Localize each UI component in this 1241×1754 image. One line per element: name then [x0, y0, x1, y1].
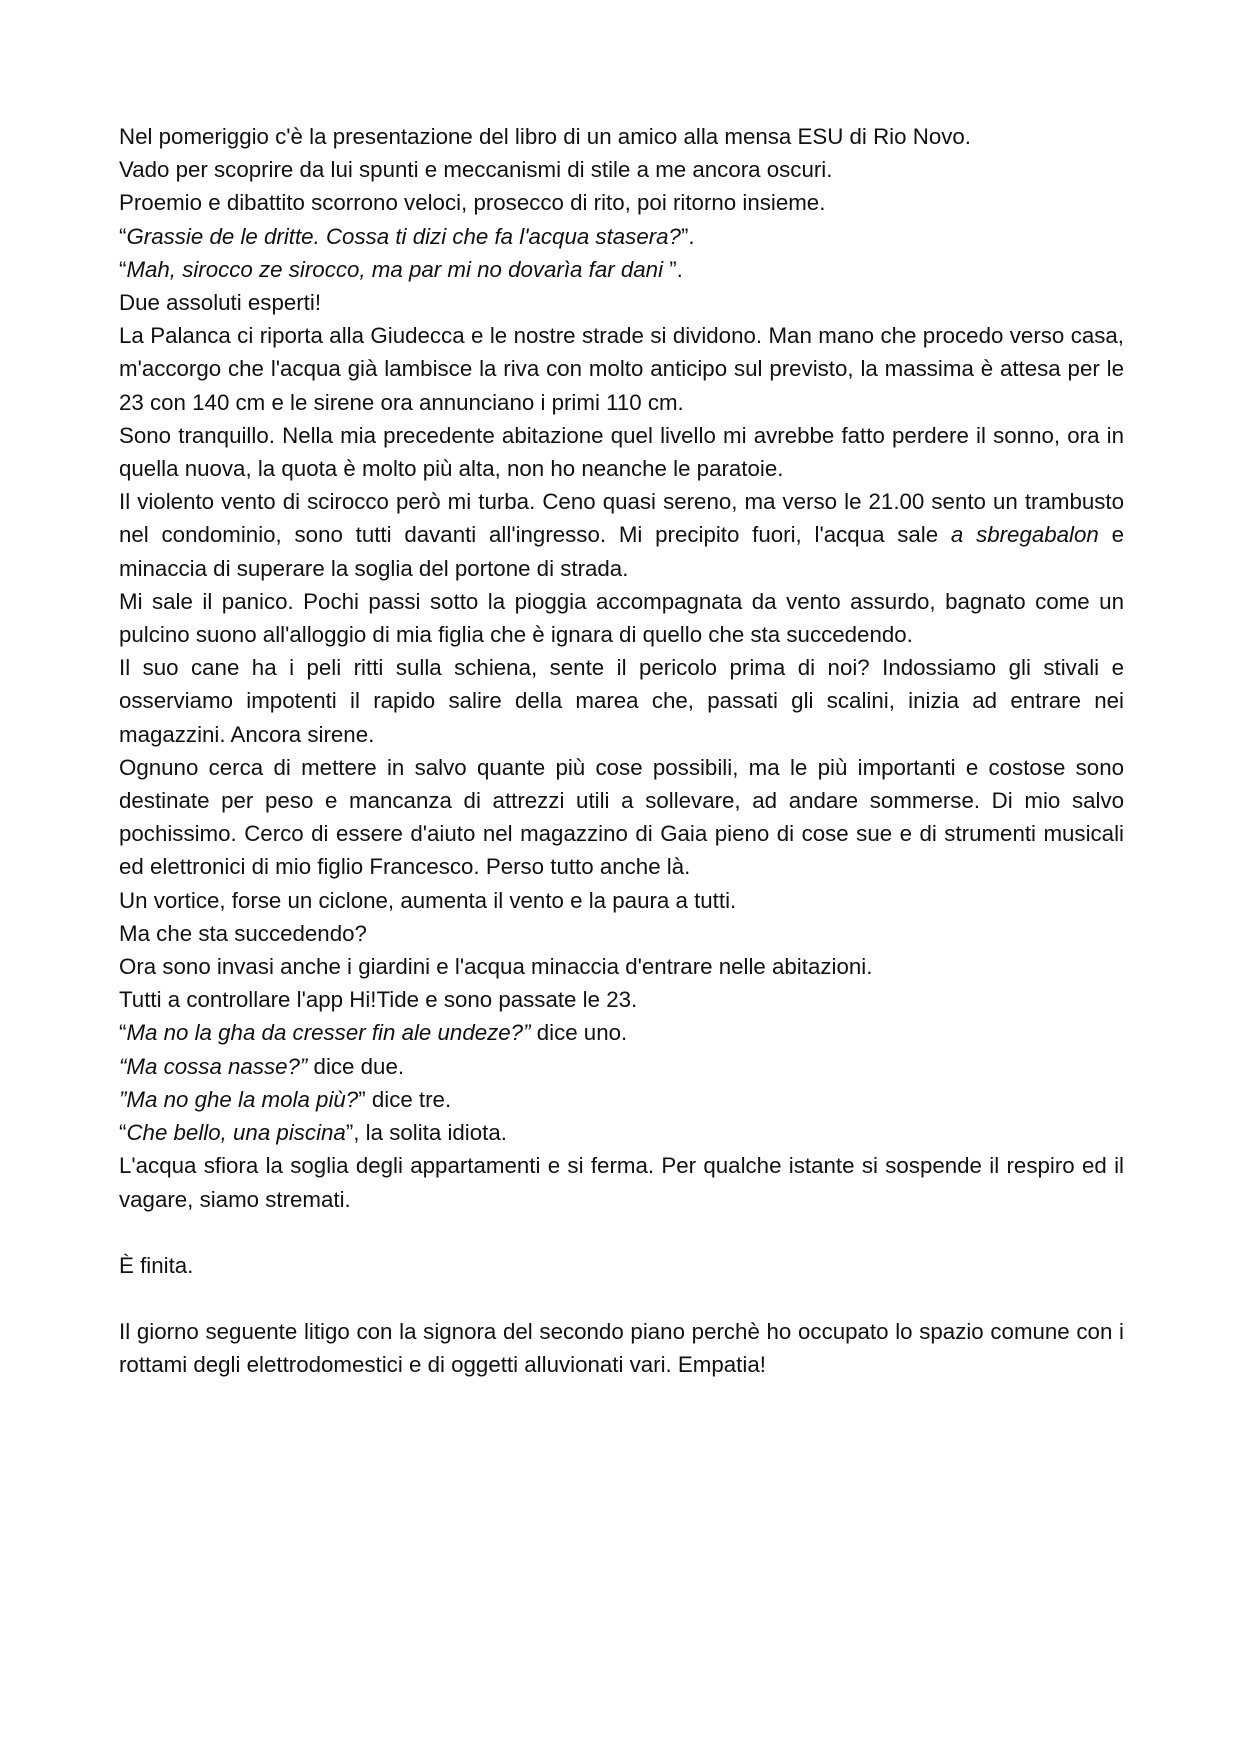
- paragraph-8: Sono tranquillo. Nella mia precedente abitazione quel livello mi avrebbe fatto perdere il sonno, ora in quella nuova, la quota è molto più alta, non ho neanche le paratoie.: [119, 422, 1124, 482]
- open-quote: “: [119, 1120, 127, 1146]
- dialect-quote: Mah, sirocco ze sirocco, ma par mi no dovarìa far dani: [126, 256, 664, 282]
- paragraph-12: Ognuno cerca di mettere in salvo quante più cose possibili, ma le più importanti e costose sono destinate per peso e mancanza di attrezzi utili a sollevare, ad andare sommerse. Di mio salvo pochissimo. Cerco di essere d'aiuto nel magazzino di Gaia pieno di cose sue e di strumenti musicali ed elettronici di mio figlio Francesco. Perso tutto anche là.: [119, 754, 1124, 880]
- dialect-quote: Che bello, una piscina: [126, 1120, 346, 1146]
- paragraph-6: Due assoluti esperti!: [119, 290, 322, 316]
- speaker-tag: ”, la solita idiota.: [345, 1120, 507, 1146]
- paragraph-11: Il suo cane ha i peli ritti sulla schiena, sente il pericolo prima di noi? Indossiamo gli stivali e osserviamo impotenti il rapido salire della marea che, passati gli scalini, inizia ad entrare nei magazzini. Ancora sirene.: [119, 655, 1124, 747]
- dialogue-line-2: [119, 253, 1124, 286]
- paragraph-23: Il giorno seguente litigo con la signora del secondo piano perchè ho occupato lo spazio comune con i rottami degli elettrodomestici e di oggetti alluvionati vari. Empatia!: [119, 1319, 1124, 1378]
- dialogue-line-1: [119, 220, 1124, 253]
- speaker-tag: ” dice tre.: [358, 1086, 452, 1112]
- paragraph-7: La Palanca ci riporta alla Giudecca e le nostre strade si dividono. Man mano che procedo verso casa, m'accorgo che l'acqua già lambisce la riva con molto anticipo sul previsto, la massima è attesa per le 23 con 140 cm e le sirene ora annunciano i primi 110 cm.: [119, 323, 1124, 415]
- open-quote: “: [119, 256, 127, 282]
- dialogue-line-3: [119, 1016, 1124, 1049]
- speaker-tag: dice due.: [307, 1053, 405, 1079]
- speaker-tag: dice uno.: [530, 1020, 628, 1046]
- paragraph-13: Un vortice, forse un ciclone, aumenta il vento e la paura a tutti.: [119, 887, 737, 913]
- open-quote: “: [119, 223, 127, 249]
- paragraph-1: Nel pomeriggio c'è la presentazione del libro di un amico alla mensa ESU di Rio Novo.: [119, 124, 971, 149]
- close-quote: ”.: [663, 256, 683, 282]
- dialect-quote: Grassie de le dritte. Cossa ti dizi che fa l'acqua stasera?: [126, 223, 681, 249]
- paragraph-9: [119, 485, 1124, 585]
- paragraph-14: Ma che sta succedendo?: [119, 920, 367, 946]
- paragraph-2: Vado per scoprire da lui spunti e meccanismi di stile a me ancora oscuri.: [119, 157, 833, 183]
- dialect-quote: “Ma cossa nasse?”: [119, 1053, 308, 1079]
- paragraph-9-text-end: e minaccia di superare la soglia del portone di strada.: [119, 522, 1124, 581]
- paragraph-10: Mi sale il panico. Pochi passi sotto la pioggia accompagnata da vento assurdo, bagnato come un pulcino suono all'alloggio di mia figlia che è ignara di quello che sta succedendo.: [119, 588, 1124, 648]
- dialect-quote: ”Ma no ghe la mola più?: [119, 1086, 359, 1112]
- paragraph-9-text: Il violento vento di scirocco però mi turba. Ceno quasi sereno, ma verso le 21.00 sento un trambusto nel condominio, sono tutti davanti all'ingresso. Mi precipito fuori, l'acqua sale: [119, 489, 1124, 548]
- paragraph-21: L'acqua sfiora la soglia degli appartamenti e si ferma. Per qualche istante si sospende il respiro ed il vagare, siamo stremati.: [119, 1153, 1124, 1212]
- dialect-quote: Ma no la gha da cresser fin ale undeze?”: [126, 1020, 531, 1046]
- paragraph-16: Tutti a controllare l'app Hi!Tide e sono passate le 23.: [119, 987, 638, 1013]
- close-quote: ”.: [680, 223, 695, 249]
- paragraph-gap: [119, 1216, 1124, 1249]
- paragraph-15: Ora sono invasi anche i giardini e l'acqua minaccia d'entrare nelle abitazioni.: [119, 954, 873, 980]
- dialogue-line-4: [119, 1050, 1124, 1083]
- paragraph-3: Proemio e dibattito scorrono veloci, prosecco di rito, poi ritorno insieme.: [119, 190, 826, 216]
- paragraph-gap: [119, 1282, 1124, 1315]
- dialect-expression: a sbregabalon: [950, 522, 1099, 548]
- dialogue-line-6: [119, 1116, 1124, 1149]
- open-quote: “: [119, 1020, 127, 1046]
- document-body: [119, 120, 1124, 1382]
- dialogue-line-5: [119, 1083, 1124, 1116]
- paragraph-22: È finita.: [119, 1252, 194, 1278]
